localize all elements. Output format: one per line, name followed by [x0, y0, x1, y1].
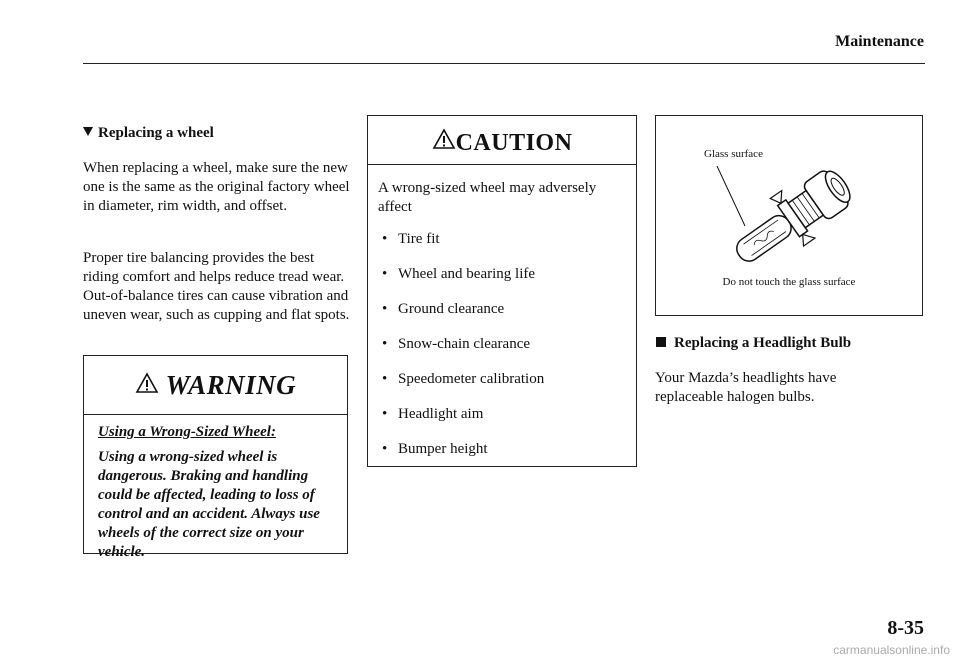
caution-heading-text: CAUTION [455, 130, 573, 156]
warning-heading-text: WARNING [165, 370, 297, 400]
caution-box [367, 115, 637, 467]
square-bullet-icon [656, 337, 666, 347]
header-divider [83, 63, 925, 64]
figure-label-glass-surface: Glass surface [704, 148, 763, 160]
wheel-paragraph-2: Proper tire balancing provides the best riding comfort and helps reduce tread wear. Out-of-balance tires can cause vibration and uneven wear, such as cupping and flat spots. [83, 250, 350, 323]
down-triangle-icon [83, 127, 93, 136]
caution-list-item: • Wheel and bearing life [382, 266, 536, 282]
watermark: carmanualsonline.info [833, 643, 950, 657]
caution-list-item: • Speedometer calibration [382, 371, 545, 387]
bulb-figure-box [655, 115, 923, 316]
page-header-title: Maintenance [835, 33, 924, 50]
wheel-paragraph-1: When replacing a wheel, make sure the new one is the same as the original factory wheel in diameter, rim width, and offset. [83, 160, 350, 214]
warning-box [83, 355, 348, 560]
caution-triangle-icon [432, 128, 456, 150]
caution-list [368, 217, 636, 459]
figure-caption: Do not touch the glass surface [722, 276, 856, 288]
warning-title: Using a Wrong-Sized Wheel: [98, 424, 276, 440]
headlight-body: Your Mazda’s headlights have replaceable halogen bulbs. [655, 370, 837, 405]
headlight-section-heading [656, 335, 851, 352]
warning-body: Using a wrong-sized wheel is dangerous. Braking and handling could be affected, leading to loss of control and an accident. Always use wheels of the correct size on your vehicle. [98, 449, 320, 560]
caution-list-item: • Tire fit [382, 231, 440, 247]
caution-intro: A wrong-sized wheel may adversely affect [378, 180, 597, 215]
caution-list-item: • Ground clearance [382, 301, 505, 317]
headlight-heading-text: Replacing a Headlight Bulb [674, 335, 852, 351]
halogen-bulb-illustration [711, 166, 871, 276]
caution-heading [368, 128, 636, 158]
caution-list-item: • Headlight aim [382, 406, 484, 422]
caution-list-item: • Bumper height [382, 441, 488, 457]
warning-triangle-icon [135, 372, 159, 394]
warning-heading [84, 370, 347, 404]
wheel-subheading [83, 125, 351, 142]
caution-list-item: • Snow-chain clearance [382, 336, 531, 352]
page-number: 8-35 [887, 617, 924, 639]
wheel-subheading-text: Replacing a wheel [98, 125, 214, 141]
